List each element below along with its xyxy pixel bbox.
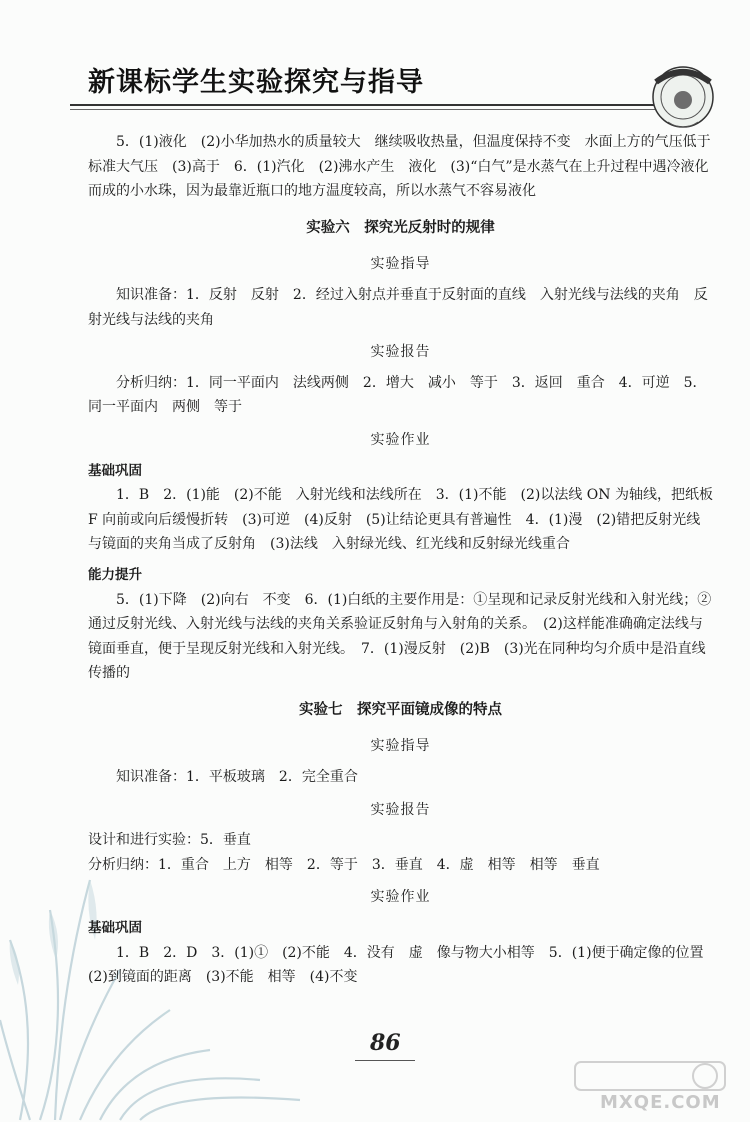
experiment-seven-report-heading: 实验报告 xyxy=(370,801,431,818)
experiment-six-report-text: 分析归纳：1．同一平面内 法线两侧 2．增大 减小 等于 3．返回 重合 4．可逆 5．同一平面内 两侧 等于 xyxy=(88,374,707,416)
experiment-six-homework-heading: 实验作业 xyxy=(370,431,431,448)
experiment-six-report-heading: 实验报告 xyxy=(370,344,431,361)
experiment-six-basic-text: 1．B 2．(1)能 (2)不能 入射光线和法线所在 3．(1)不能 (2)以法线 ON 为轴线，把纸板 F 向前或向后缓慢折转 (3)可逆 (4)反射 (5)让结论更具有普遍性 4．(1)漫 (2)错把反射光线与镜面的夹角当成了反射角 (3)法线 入射绿光线、红光线和反射绿光线重合 xyxy=(88,487,713,553)
experiment-six-title: 实验六 探究光反射时的规律 xyxy=(306,219,495,236)
experiment-seven-guide-heading: 实验指导 xyxy=(370,738,431,755)
experiment-seven-homework-heading: 实验作业 xyxy=(370,889,431,906)
header-divider xyxy=(70,104,690,106)
experiment-seven-title: 实验七 探究平面镜成像的特点 xyxy=(299,701,502,718)
experiment-seven-basic-label: 基础巩固 xyxy=(88,920,142,937)
page-header-title: 新课标学生实验探究与指导 xyxy=(88,67,424,98)
experiment-seven-guide-text: 知识准备：1．平板玻璃 2．完全重合 xyxy=(116,769,358,786)
series-emblem-icon xyxy=(638,52,728,142)
page-number: 86 xyxy=(370,1030,401,1056)
answer-content xyxy=(88,130,718,990)
answer-paragraph: 5．(1)液化 (2)小华加热水的质量较大 继续吸收热量，但温度保持不变 水面上方的气压低于标准大气压 (3)高于 6．(1)汽化 (2)沸水产生 液化 (3)“白气”是水蒸气在上升过程中遇冷液化而成的小水珠，因为最靠近瓶口的地方温度较高，所以水蒸气不容易液化 xyxy=(88,134,711,200)
watermark-text: MXQE.COM xyxy=(600,1092,721,1113)
experiment-six-basic-label: 基础巩固 xyxy=(88,462,142,479)
page-number-underline xyxy=(355,1060,415,1061)
experiment-six-ability-label: 能力提升 xyxy=(88,566,142,583)
experiment-seven-report-text-2: 分析归纳：1．重合 上方 相等 2．等于 3．垂直 4．虚 相等 相等 垂直 xyxy=(88,856,600,873)
experiment-six-guide-heading: 实验指导 xyxy=(370,256,431,273)
experiment-six-ability-text: 5．(1)下降 (2)向右 不变 6．(1)白纸的主要作用是：①呈现和记录反射光线和入射光线；②通过反射光线、入射光线与法线的夹角关系验证反射角与入射角的关系。 (2)这样能准确确定法线与镜面垂直，便于呈现反射光线和入射光线。 7．(1)漫反射 (2)B (3)光在同种均匀介质中是沿直线传播的 xyxy=(88,591,712,682)
header-divider-thin xyxy=(70,109,690,110)
experiment-seven-report-text-1: 设计和进行实验：5．垂直 xyxy=(88,832,251,849)
experiment-six-guide-text: 知识准备：1．反射 反射 2．经过入射点并垂直于反射面的直线 入射光线与法线的夹角 反射光线与法线的夹角 xyxy=(88,286,708,328)
experiment-seven-basic-text: 1．B 2．D 3．(1)① (2)不能 4．没有 虚 像与物大小相等 5．(1)便于确定像的位置 (2)到镜面的距离 (3)不能 相等 (4)不变 xyxy=(88,944,718,986)
